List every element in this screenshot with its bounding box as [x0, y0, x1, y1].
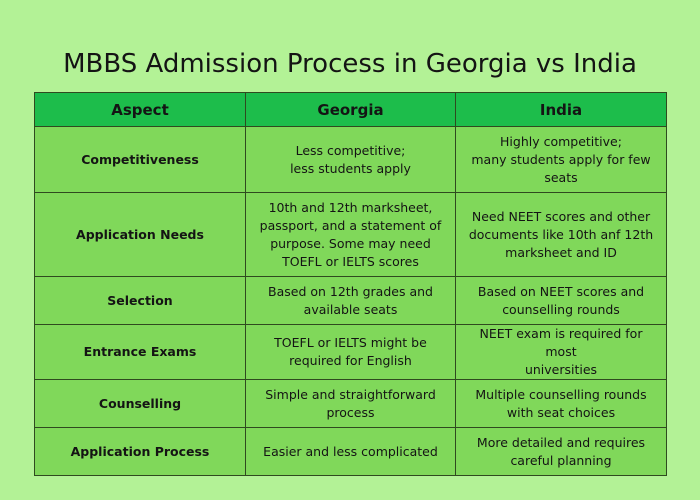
aspect-cell: Entrance Exams: [35, 325, 246, 380]
aspect-cell: Competitiveness: [35, 127, 246, 193]
cell-line: Based on NEET scores and: [477, 283, 645, 299]
aspect-cell: Selection: [35, 277, 246, 325]
georgia-cell: [246, 127, 456, 193]
georgia-cell: [246, 380, 456, 428]
table-row: [35, 380, 667, 428]
cell-line: with seat choices: [506, 404, 616, 420]
india-cell: [456, 277, 667, 325]
cell-line: passport, and a statement of: [259, 217, 442, 233]
cell-line: Multiple counselling rounds: [475, 386, 647, 402]
aspect-cell: Counselling: [35, 380, 246, 428]
column-header-india: India: [456, 93, 667, 127]
cell-line: many students apply for few: [471, 151, 651, 167]
georgia-cell: [246, 193, 456, 277]
cell-line: 10th and 12th marksheet,: [268, 199, 433, 215]
cell-line: Based on 12th grades and: [268, 283, 433, 299]
comparison-table: [34, 92, 667, 476]
cell-line: counselling rounds: [502, 301, 620, 317]
cell-line: less students apply: [290, 160, 411, 176]
cell-line: careful planning: [510, 452, 612, 468]
india-cell: [456, 193, 667, 277]
table-row: [35, 127, 667, 193]
cell-line: TOEFL or IELTS might be: [274, 335, 427, 350]
column-header-aspect: Aspect: [35, 93, 246, 127]
cell-line: marksheet and ID: [505, 244, 617, 260]
cell-line: TOEFL or IELTS scores: [282, 253, 419, 269]
table-row: [35, 193, 667, 277]
table-row: [35, 428, 667, 476]
cell-line: More detailed and requires: [476, 434, 646, 450]
cell-line: NEET exam is required for most: [479, 326, 643, 359]
cell-line: available seats: [303, 301, 398, 317]
aspect-cell: Application Process: [35, 428, 246, 476]
georgia-cell: [246, 325, 456, 380]
india-cell: [456, 325, 667, 380]
table-row: [35, 325, 667, 380]
cell-line: Need NEET scores and other: [471, 208, 651, 224]
georgia-cell: [246, 428, 456, 476]
cell-line: documents like 10th anf 12th: [468, 226, 654, 242]
cell-line: seats: [544, 169, 578, 185]
cell-line: Less competitive;: [295, 142, 406, 158]
table-row: [35, 277, 667, 325]
cell-line: universities: [524, 362, 598, 377]
cell-line: Easier and less complicated: [263, 443, 438, 459]
page-title: MBBS Admission Process in Georgia vs India: [63, 49, 637, 79]
cell-line: Simple and straightforward: [265, 386, 436, 402]
cell-line: process: [326, 404, 375, 420]
india-cell: [456, 380, 667, 428]
aspect-cell: Application Needs: [35, 193, 246, 277]
cell-line: purpose. Some may need: [270, 235, 431, 251]
india-cell: [456, 127, 667, 193]
cell-line: required for English: [289, 353, 412, 368]
column-header-georgia: Georgia: [246, 93, 456, 127]
india-cell: [456, 428, 667, 476]
cell-line: Highly competitive;: [500, 133, 622, 149]
table-header-row: [35, 93, 667, 127]
georgia-cell: [246, 277, 456, 325]
